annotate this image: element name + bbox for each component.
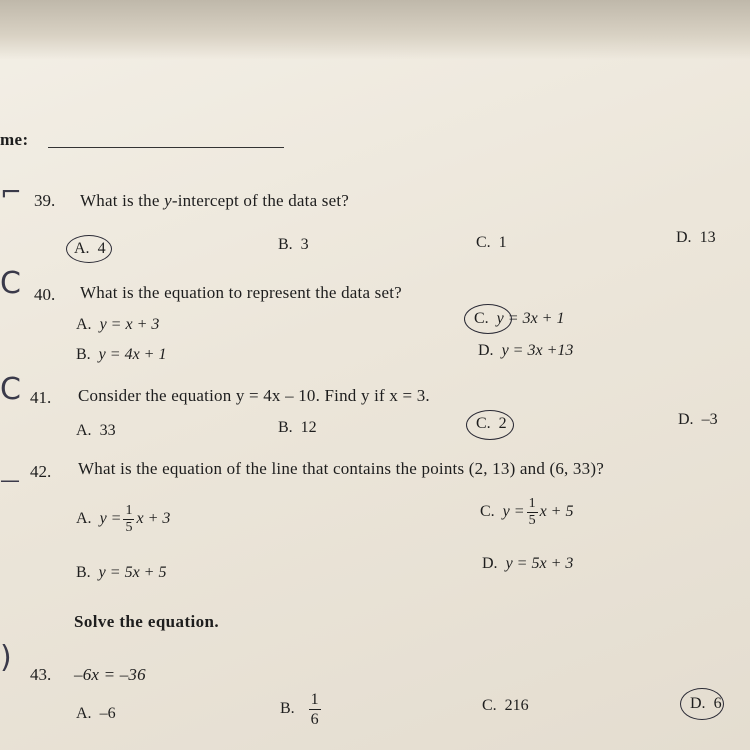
section-heading: Solve the equation. — [74, 612, 220, 631]
q39-option-c[interactable]: C. 1 — [476, 234, 507, 251]
q43-option-c[interactable]: C. 216 — [482, 697, 529, 714]
q41-number: 41. — [30, 388, 52, 407]
answer-circle-39a — [66, 235, 112, 263]
q39-option-a[interactable]: A. 4 — [74, 240, 106, 257]
pencil-dash-42: — — [0, 468, 20, 492]
q39-option-b[interactable]: B. 3 — [278, 236, 309, 253]
answer-circle-41c — [466, 410, 514, 440]
name-label: me: — [0, 130, 29, 149]
q43-option-a[interactable]: A. –6 — [76, 705, 116, 722]
name-blank-line — [48, 147, 284, 148]
pencil-mark-39: ⌐ — [0, 178, 22, 208]
page-edge-shadow — [0, 0, 750, 60]
handwritten-mark-41: C — [0, 372, 21, 407]
q41-option-c[interactable]: C. 2 — [476, 415, 507, 432]
q43-option-b[interactable]: B. $\frac{1}{6}$ — [280, 691, 319, 728]
q40-text: What is the equation to represent the data set? — [80, 283, 402, 302]
q40-option-b[interactable]: B. y = 4x + 1 — [76, 346, 167, 363]
handwritten-mark-40: C — [0, 266, 21, 301]
q42-number: 42. — [30, 462, 52, 481]
q40-option-c[interactable]: C. y = 3x + 1 — [474, 310, 565, 327]
q40-option-d[interactable]: D. y = 3x +13 — [478, 342, 574, 359]
q41-option-d[interactable]: D. –3 — [678, 411, 718, 428]
q43-option-d[interactable]: D. 6 — [690, 695, 722, 712]
q39-option-d[interactable]: D. 13 — [676, 229, 716, 246]
q42-option-a[interactable]: A. y = $\frac{1}{5}$ x + 3 — [76, 503, 171, 535]
q42-option-c[interactable]: C. y = $\frac{1}{5}$ x + 5 — [480, 496, 574, 528]
q42-text: What is the equation of the line that contains the points (2, 13) and (6, 33)? — [78, 459, 604, 478]
answer-circle-40c — [464, 304, 512, 334]
q43-number: 43. — [30, 665, 52, 684]
pencil-mark-43: ) — [0, 640, 12, 675]
q41-option-a[interactable]: A. 33 — [76, 422, 116, 439]
q41-option-b[interactable]: B. 12 — [278, 419, 317, 436]
q42-option-b[interactable]: B. y = 5x + 5 — [76, 564, 167, 581]
q40-number: 40. — [34, 285, 56, 304]
q39-number: 39. — [34, 191, 56, 210]
answer-circle-43d — [680, 688, 724, 720]
q39-text: What is the y-intercept of the data set? — [80, 191, 350, 210]
q43-equation: –6x = –36 — [74, 665, 146, 684]
q42-option-d[interactable]: D. y = 5x + 3 — [482, 555, 574, 572]
q40-option-a[interactable]: A. y = x + 3 — [76, 316, 160, 333]
q41-text: Consider the equation y = 4x – 10. Find y if x = 3. — [78, 386, 430, 405]
